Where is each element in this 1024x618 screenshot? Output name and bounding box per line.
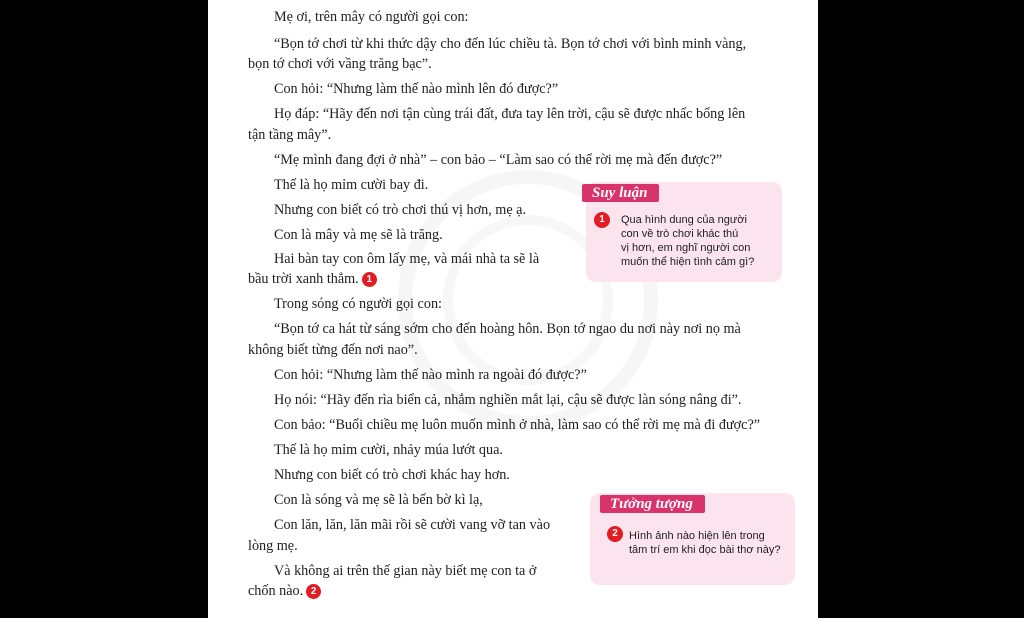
question-marker-1: 1 bbox=[362, 272, 377, 287]
poem-line: tận tầng mây”. bbox=[248, 127, 332, 143]
question-line: tâm trí em khi đọc bài thơ này? bbox=[629, 544, 781, 556]
inference-question bbox=[621, 213, 754, 269]
poem-line: bọn tớ chơi với vầng trăng bạc”. bbox=[248, 56, 432, 72]
question-marker-2: 2 bbox=[306, 584, 321, 599]
question-line: Qua hình dung của người bbox=[621, 214, 747, 226]
poem-line: Con là mây và mẹ sẽ là trăng. bbox=[274, 227, 443, 243]
imagination-box-title: Tưởng tượng bbox=[600, 495, 705, 513]
poem-line: “Bọn tớ ca hát từ sáng sớm cho đến hoàng hôn. Bọn tớ ngao du nơi này nơi nọ mà bbox=[274, 321, 741, 337]
poem-line bbox=[248, 270, 377, 288]
question-line: Hình ảnh nào hiện lên trong bbox=[629, 530, 765, 542]
poem-line: Họ đáp: “Hãy đến nơi tận cùng trái đất, đưa tay lên trời, cậu sẽ được nhấc bổng lên bbox=[274, 106, 746, 122]
poem-line-text: chốn nào. bbox=[248, 583, 304, 599]
poem-line: “Bọn tớ chơi từ khi thức dậy cho đến lúc chiều tà. Bọn tớ chơi với bình minh vàng, bbox=[274, 36, 747, 52]
question-line: muốn thể hiện tình cảm gì? bbox=[621, 256, 755, 268]
poem-line: Con hỏi: “Nhưng làm thế nào mình lên đó được?” bbox=[274, 81, 559, 97]
poem-line: Trong sóng có người gọi con: bbox=[274, 296, 442, 312]
poem-line: Và không ai trên thế gian này biết mẹ con ta ở bbox=[274, 563, 537, 579]
poem-line: Nhưng con biết có trò chơi thú vị hơn, mẹ ạ. bbox=[274, 202, 527, 218]
poem-line: Thế là họ mỉm cười, nhảy múa lướt qua. bbox=[274, 442, 503, 458]
poem-line: Họ nói: “Hãy đến rìa biển cả, nhắm nghiền mắt lại, cậu sẽ được làn sóng nâng đi”. bbox=[274, 392, 742, 408]
poem-line: Con lăn, lăn, lăn mãi rồi sẽ cười vang vỡ tan vào bbox=[274, 517, 551, 533]
poem-line: Nhưng con biết có trò chơi khác hay hơn. bbox=[274, 467, 510, 483]
imagination-question-number: 2 bbox=[607, 526, 623, 542]
poem-line: Con bảo: “Buổi chiều mẹ luôn muốn mình ở nhà, làm sao có thể rời mẹ mà đi được?” bbox=[274, 417, 761, 433]
poem-line: Hai bàn tay con ôm lấy mẹ, và mái nhà ta sẽ là bbox=[274, 251, 540, 267]
poem-line: không biết từng đến nơi nao”. bbox=[248, 342, 418, 358]
textbook-page bbox=[208, 0, 818, 618]
poem-line: Thế là họ mỉm cười bay đi. bbox=[274, 177, 429, 193]
imagination-question bbox=[629, 529, 781, 557]
question-line: con về trò chơi khác thú bbox=[621, 228, 739, 240]
inference-box-title: Suy luận bbox=[582, 184, 659, 202]
poem-line bbox=[248, 582, 321, 600]
question-line: vị hơn, em nghĩ người con bbox=[621, 242, 751, 254]
inference-question-number: 1 bbox=[594, 212, 610, 228]
poem-line-text: bầu trời xanh thẳm. bbox=[248, 271, 359, 287]
poem-line: “Mẹ mình đang đợi ở nhà” – con bảo – “Làm sao có thể rời mẹ mà đến được?” bbox=[274, 152, 723, 168]
poem-line: Con là sóng và mẹ sẽ là bến bờ kì lạ, bbox=[274, 492, 483, 508]
poem-line: lòng mẹ. bbox=[248, 538, 298, 554]
poem-line: Con hỏi: “Nhưng làm thế nào mình ra ngoài đó được?” bbox=[274, 367, 587, 383]
poem-line: Mẹ ơi, trên mây có người gọi con: bbox=[274, 9, 469, 25]
